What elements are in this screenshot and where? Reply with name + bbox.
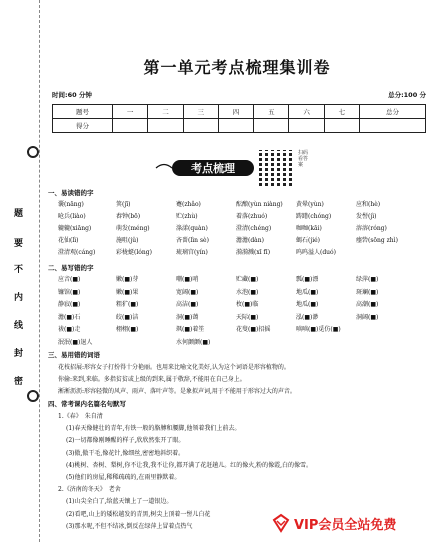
vocab-item: 泓(■)渺 (296, 313, 319, 321)
text-line: (3)傲,傲干毛,像花针,像细丝,密密地斜织着。 (66, 449, 185, 457)
vocab-row (58, 211, 426, 221)
vocab-item: 彩栊蜓(lóng) (116, 249, 152, 256)
margin-char: 内 (14, 293, 24, 303)
vocab-item: 蝎石(jié) (296, 237, 321, 244)
vocab-item: 祓(■)走 (58, 326, 81, 333)
margin-char: 封 (14, 349, 24, 359)
vocab-item: 吝嗇(lìn sè) (176, 237, 209, 244)
text-line: (3)那水呢,不但不结冰,倒反在绿萍上冒着点热气 (66, 522, 193, 530)
vocab-item: 溶溶(róng) (356, 225, 387, 232)
vocab-item: 应和(hè) (356, 201, 381, 208)
margin-char: 题 (14, 209, 24, 219)
binding-hole (27, 390, 39, 402)
text-line: 1.《春》 朱自清 (58, 413, 103, 420)
banner-title: 考点梳理 (191, 162, 235, 175)
score-cell (360, 119, 426, 133)
vocab-item: 琉璃宫(yín) (176, 249, 208, 256)
margin-char: 不 (14, 265, 24, 275)
vocab-item: 咖咖(kāi) (296, 225, 322, 232)
score-col: 四 (218, 105, 253, 119)
vocab-row (58, 299, 426, 309)
vocab-item: 地瓜(■) (296, 301, 319, 308)
vocab-row (58, 223, 426, 233)
vocab-item: 水泡(■) (236, 288, 259, 296)
vocab-item: 洞阔(■) (356, 313, 379, 321)
vocab-item: 施咀(jǔ) (116, 237, 139, 244)
margin-char: 密 (14, 377, 24, 387)
vocab-item: 嗔嗔(■)觅仿(■) (296, 326, 341, 333)
vocab-item: 着落(zhuó) (236, 213, 268, 220)
text-line: (1)春天像健壮的青年,有铁一般的胳膊和腰脚,他领着我们上前去。 (66, 425, 241, 433)
vocab-item: 囊(nāng) (58, 201, 84, 208)
vip-watermark[interactable] (266, 507, 430, 539)
page-title: 第一单元考点梳理集训卷 (143, 58, 331, 77)
vocab-item: 斑斓(■) (356, 288, 379, 296)
vocab-item: 澹澹(dàn) (236, 237, 264, 244)
score-cell (148, 119, 183, 133)
binding-margin (0, 0, 40, 542)
vocab-item: 高潮(■) (356, 301, 379, 308)
vocab-item: 静寂(■) (58, 301, 81, 308)
margin-char: 线 (14, 321, 24, 331)
score-col: 总分 (360, 105, 426, 119)
vocab-item: 涤漾(quàn) (176, 225, 208, 232)
text-line: 你偷:来到,来临。多指贫贫或上级的到来,属于敬辞,不能用在自己身上。 (58, 376, 246, 383)
score-table (52, 104, 426, 133)
vocab-item: 澹(■)石 (58, 313, 81, 321)
vocab-row (58, 199, 426, 209)
vocab-item: 泯泯(■)退人 (58, 338, 93, 346)
vocab-item: 漪漪溅(xī fī) (236, 249, 271, 256)
vocab-item: 水何颤颤(■) (176, 338, 211, 346)
vocab-item: 皎(■)洁 (116, 313, 139, 321)
score-col: 七 (324, 105, 359, 119)
vocab-row (58, 312, 426, 322)
vocab-item: 地瓜(■) (296, 288, 319, 296)
vocab-item: 澄清观(cáng) (58, 249, 96, 256)
vocab-item: 贮藏(■) (236, 276, 259, 283)
text-line: (1)山尖全白了,给蓝天镶上了一道银边。 (66, 498, 173, 506)
total-score: 总分:100 分 (388, 91, 426, 99)
vocab-item: 呜呜溢人(duó) (296, 249, 336, 256)
vocab-item: 嫩(■)芽 (116, 276, 139, 283)
vocab-item: 瓢(■)漂 (296, 276, 319, 283)
text-line: 2.《济南的冬天》 老舍 (58, 486, 121, 494)
section-title: 一、易读错的字 (48, 189, 94, 197)
vocab-item: 高洁(■) (176, 301, 199, 308)
text-line: 花枝招展:形容女子打扮得十分艳丽。也用来比喻文化美好,认为这个词语是形容植物的。 (58, 364, 290, 371)
score-cell (113, 119, 148, 133)
text-line: (2)一切都像刚睡醒的样子,欣欣然张开了眼。 (66, 437, 185, 445)
score-table-header: 题号 (53, 105, 113, 119)
binding-hole (27, 146, 39, 158)
vocab-item: 箕(jī) (116, 201, 131, 208)
vocab-row (58, 324, 426, 334)
score-cell (183, 119, 218, 133)
score-col: 二 (148, 105, 183, 119)
vocab-item: 呛兵(liào) (58, 213, 86, 220)
vocab-row (58, 287, 426, 297)
vocab-item: 澄清(chéng) (236, 225, 272, 232)
vocab-item: 嫩(■)果 (116, 288, 139, 296)
score-col: 五 (254, 105, 289, 119)
vocab-item: 宽阔(■) (176, 288, 199, 296)
vocab-item: 枚(■)临 (236, 301, 259, 308)
text-line: (5)他们的房屋,稀稀疏疏的,在雨里静默着。 (66, 474, 181, 481)
vocab-item: 粗犷(■) (116, 301, 139, 308)
score-cell (218, 119, 253, 133)
score-row-label: 得分 (53, 119, 113, 133)
vocab-row (58, 337, 426, 347)
vocab-item: 贮(zhù) (176, 213, 198, 220)
text-line: (4)桃树、杏树、梨树,你不让我,我不让你,都开满了花赶趟儿。红的像火,粉的像霞,白的像雪。 (66, 461, 313, 469)
vocab-item: 瘗砦(sōng zhì) (356, 237, 398, 244)
score-cell (254, 119, 289, 133)
vocab-item: 酝酿(yùn niàng) (236, 201, 283, 208)
vocab-item: 洞(■)蔼 (176, 313, 199, 321)
vocab-item: 蹇(zhǎo) (176, 201, 201, 208)
vocab-item: 嘲(■)哨 (176, 276, 199, 283)
vocab-item: 辘辘(xiāng) (58, 225, 92, 232)
section-title: 二、易写错的字 (48, 264, 94, 272)
score-cell (289, 119, 324, 133)
score-col: 六 (289, 105, 324, 119)
vocab-item: 发髻(jì) (356, 213, 377, 220)
vocab-item: 天际(■) (236, 313, 259, 321)
margin-char: 要 (14, 239, 24, 249)
text-line: 淅淅沥沥:形容轻微的风声、雨声、落叶声等。是象拟声词,用于不能用于形容过大的声音。 (58, 388, 296, 395)
watermark-text: VIP会员全站免费 (294, 518, 397, 533)
score-col: 一 (113, 105, 148, 119)
vocab-row (58, 235, 426, 245)
vocab-item: 舂钟(bō) (116, 213, 141, 220)
time-limit: 时间:60 分钟 (52, 91, 92, 99)
qr-code-icon[interactable] (256, 150, 294, 188)
score-col: 三 (183, 105, 218, 119)
vocab-row (58, 247, 426, 257)
score-cell (324, 119, 359, 133)
vocab-item: 镰馆(■) (58, 288, 81, 296)
section-title: 四、常考课内名篇名句默写 (48, 400, 126, 408)
vocab-item: 花叟(■)招摇 (236, 326, 271, 333)
diamond-icon (270, 512, 292, 534)
text-line: (2)看吧,山上的矮松越发的青黑,树尖上顶着一髻儿白花 (66, 510, 211, 518)
vocab-row (58, 274, 426, 284)
vocab-item: 花仙(lì) (58, 237, 79, 244)
vocab-item: 应音(■) (58, 276, 81, 283)
vocab-item: 黄晕(yùn) (296, 201, 324, 208)
vocab-item: 绿萍(■) (356, 276, 379, 283)
qr-caption: 扫码看答案 (298, 150, 309, 168)
section-title: 三、易用错的词语 (48, 351, 100, 359)
vocab-item: 萌发(méng) (116, 225, 150, 232)
vocab-item: 踌躇(chóng) (296, 213, 332, 220)
vocab-item: 飒(■)着笙 (176, 326, 205, 333)
vocab-item: 栩栩(■) (116, 326, 139, 333)
